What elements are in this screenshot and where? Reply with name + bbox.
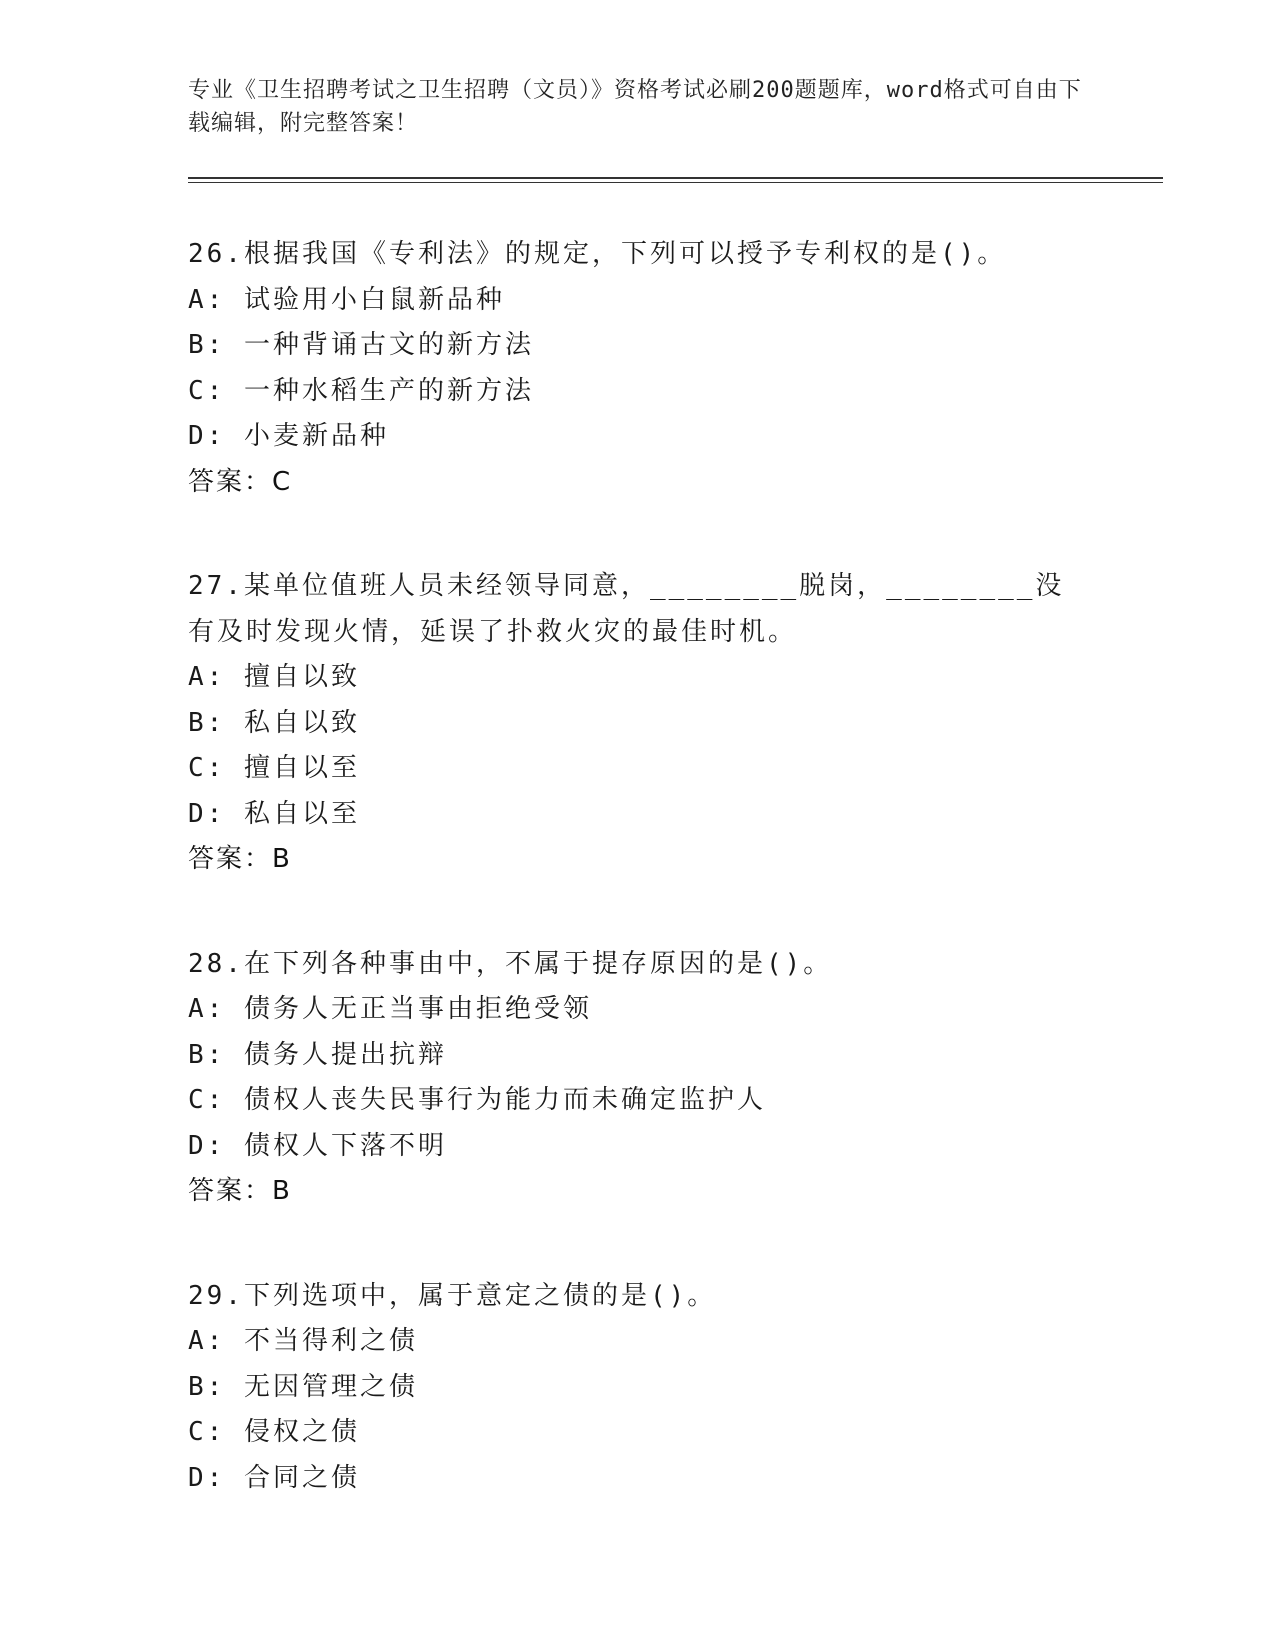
question-stem: 28.在下列各种事由中，不属于提存原因的是()。 bbox=[188, 948, 833, 979]
option-d: D: 私自以至 bbox=[188, 798, 360, 829]
option-c: C: 擅自以至 bbox=[188, 753, 360, 783]
document-header: 专业《卫生招聘考试之卫生招聘（文员）》资格考试必刷200题题库，word格式可自由下载编辑，附完整答案！ bbox=[188, 78, 1082, 136]
question-28 bbox=[188, 942, 1168, 1215]
option-b: B: 债务人提出抗辩 bbox=[188, 1039, 447, 1070]
option-d: D: 债权人下落不明 bbox=[188, 1130, 447, 1161]
question-stem: 27.某单位值班人员未经领导同意，________脱岗，________没有及时发现火情，延误了扑救火灾的最佳时机。 bbox=[188, 571, 1065, 647]
option-a: A: 擅自以致 bbox=[188, 662, 360, 692]
question-26 bbox=[188, 232, 1168, 505]
question-list bbox=[188, 232, 1168, 1560]
option-c: C: 一种水稻生产的新方法 bbox=[188, 375, 534, 406]
header-divider bbox=[188, 177, 1163, 183]
option-d: D: 小麦新品种 bbox=[188, 421, 389, 451]
option-b: B: 无因管理之债 bbox=[188, 1371, 418, 1402]
option-c: C: 债权人丧失民事行为能力而未确定监护人 bbox=[188, 1085, 766, 1115]
option-b: B: 一种背诵古文的新方法 bbox=[188, 330, 534, 360]
question-29 bbox=[188, 1274, 1168, 1502]
option-a: A: 债务人无正当事由拒绝受领 bbox=[188, 994, 592, 1024]
question-27 bbox=[188, 564, 1168, 883]
answer-line: 答案：C bbox=[188, 466, 293, 497]
answer-line: 答案：B bbox=[188, 844, 292, 874]
answer-line: 答案：B bbox=[188, 1176, 292, 1206]
question-stem: 26.根据我国《专利法》的规定，下列可以授予专利权的是()。 bbox=[188, 239, 1007, 269]
option-a: A: 不当得利之债 bbox=[188, 1326, 418, 1356]
option-c: C: 侵权之债 bbox=[188, 1417, 360, 1447]
option-a: A: 试验用小白鼠新品种 bbox=[188, 284, 505, 315]
question-stem: 29.下列选项中，属于意定之债的是()。 bbox=[188, 1280, 717, 1311]
option-d: D: 合同之债 bbox=[188, 1462, 360, 1493]
option-b: B: 私自以致 bbox=[188, 707, 360, 738]
